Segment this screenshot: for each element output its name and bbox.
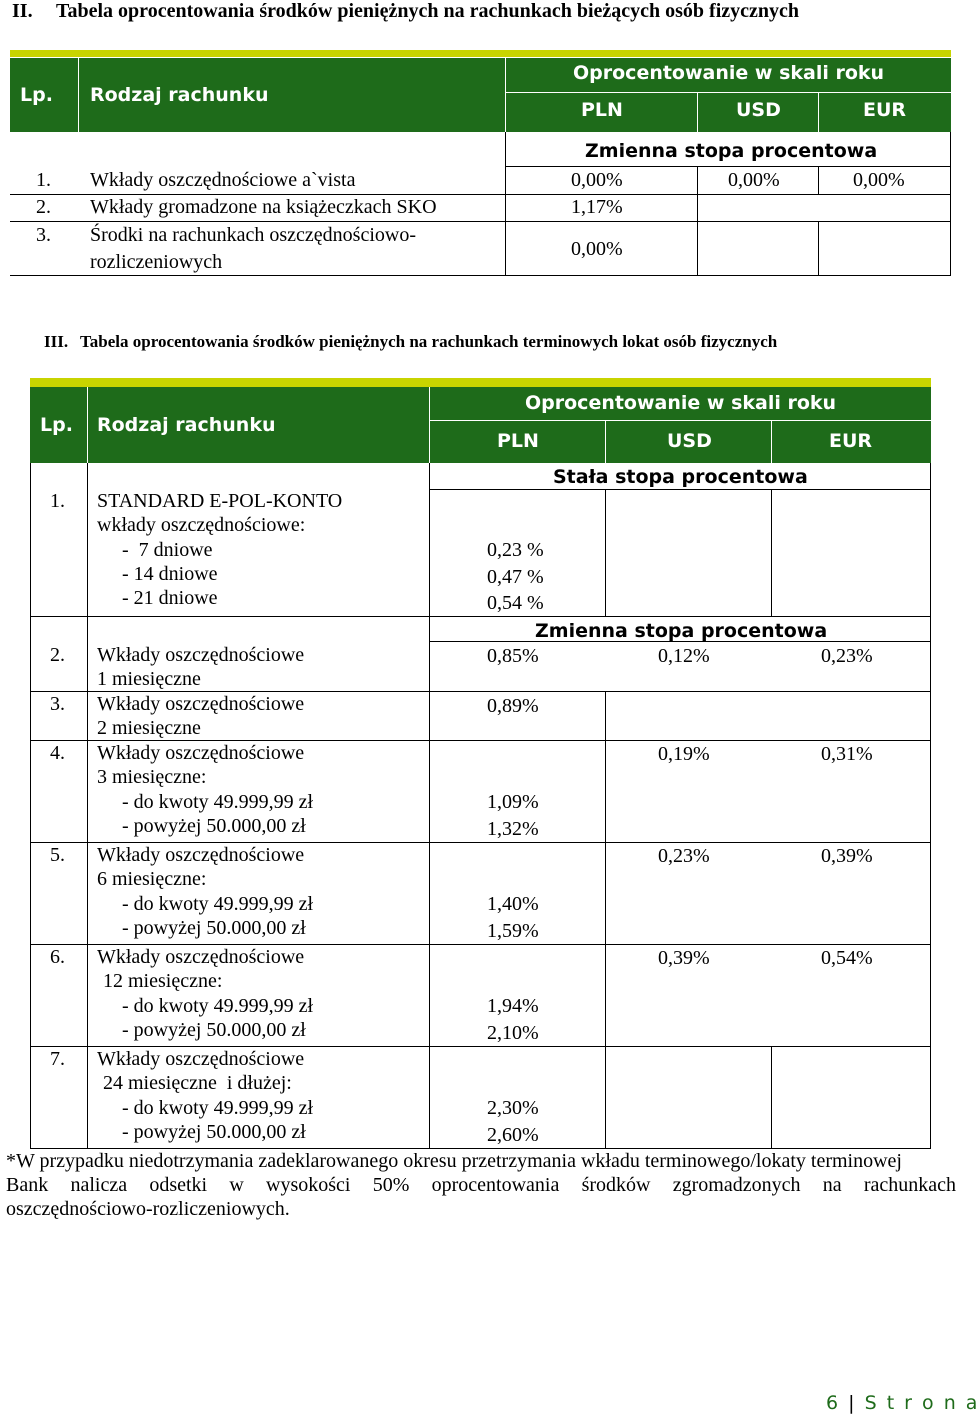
table2-row1-line5: - 21 dniowe xyxy=(122,587,218,609)
table2-row4-eur: 0,31% xyxy=(821,743,873,765)
table2-row4-line2: 3 miesięczne: xyxy=(97,766,207,788)
table2-row4-usd: 0,19% xyxy=(658,743,710,765)
table2-row7-line1: Wkłady oszczędnościowe xyxy=(97,1048,305,1070)
table2-row3-pln: 0,89% xyxy=(487,695,539,717)
table2-row6-lp: 6. xyxy=(50,946,65,968)
table2-row1-v1: 0,23 % xyxy=(487,539,544,561)
table1-row3-lp: 3. xyxy=(36,224,51,246)
section3-heading-text: Tabela oprocentowania środków pieniężnych na rachunkach terminowych lokat osób fizycznych xyxy=(80,332,778,351)
table2-row6-line4: - powyżej 50.000,00 zł xyxy=(122,1019,306,1041)
table1-rate-type: Zmienna stopa procentowa xyxy=(585,140,878,162)
table2-row6-usd: 0,39% xyxy=(658,947,710,969)
table2-row7-line3: - do kwoty 49.999,99 zł xyxy=(122,1097,314,1119)
table2-row2-lp: 2. xyxy=(50,644,65,666)
table1-row3-name-line1: Środki na rachunkach oszczędnościowo- xyxy=(90,224,416,246)
table2-row7-v1: 2,30% xyxy=(487,1097,539,1119)
table2-row5-line2: 6 miesięczne: xyxy=(97,868,207,890)
table2-row5-usd: 0,23% xyxy=(658,845,710,867)
table2-row3-line1: Wkłady oszczędnościowe xyxy=(97,693,305,715)
table2-row2-eur: 0,23% xyxy=(821,645,873,667)
table2-fixed-rate: Stała stopa procentowa xyxy=(553,466,808,488)
table2-row4-line1: Wkłady oszczędnościowe xyxy=(97,742,305,764)
table2-row4-v2: 1,32% xyxy=(487,818,539,840)
note-line3: oszczędnościowo-rozliczeniowych. xyxy=(6,1198,290,1220)
table2-row2-line2: 1 miesięczne xyxy=(97,668,201,690)
table2-row7-lp: 7. xyxy=(50,1048,65,1070)
table2-row1-line1: STANDARD E-POL-KONTO xyxy=(97,490,343,512)
table2-lp-header: Lp. xyxy=(40,414,73,436)
table1-row2-lp: 2. xyxy=(36,196,51,218)
table2-row1-line2: wkłady oszczędnościowe: xyxy=(97,514,306,536)
page-footer xyxy=(826,1392,979,1414)
table2-row6-v2: 2,10% xyxy=(487,1022,539,1044)
table2-row5-line4: - powyżej 50.000,00 zł xyxy=(122,917,306,939)
table2-pln-header: PLN xyxy=(497,430,539,452)
note-line2: Bank nalicza odsetki w wysokości 50% oprocentowania środków zgromadzonych na rachunkach xyxy=(6,1174,956,1196)
table2-row3-lp: 3. xyxy=(50,693,65,715)
table2-row5-v2: 1,59% xyxy=(487,920,539,942)
table1-row3-name-line2: rozliczeniowych xyxy=(90,251,223,273)
table1-rodzaj-header: Rodzaj rachunku xyxy=(90,84,269,106)
table2-eur-header: EUR xyxy=(829,430,873,452)
table2-row6-line2: 12 miesięczne: xyxy=(103,970,223,992)
table2-row2-pln: 0,85% xyxy=(487,645,539,667)
table2-variable-rate: Zmienna stopa procentowa xyxy=(535,620,828,642)
table2-row7-line2: 24 miesięczne i dłużej: xyxy=(103,1072,292,1094)
footer-label: S t r o n a xyxy=(864,1392,979,1414)
table2-row1-line4: - 14 dniowe xyxy=(122,563,218,585)
section3-heading xyxy=(44,332,777,352)
table2-row6-v1: 1,94% xyxy=(487,995,539,1017)
table1-row3-pln: 0,00% xyxy=(571,238,623,260)
table2-row5-lp: 5. xyxy=(50,844,65,866)
table1-lp-header: Lp. xyxy=(20,84,53,106)
table1-row1-pln: 0,00% xyxy=(571,169,623,191)
note-line1: *W przypadku niedotrzymania zadeklarowanego okresu przetrzymania wkładu terminowego/lokaty terminowej xyxy=(6,1150,902,1172)
table2-row1-line3: - 7 dniowe xyxy=(122,539,213,561)
table1-row1-eur: 0,00% xyxy=(853,169,905,191)
table2-rodzaj-header: Rodzaj rachunku xyxy=(97,414,276,436)
table2-row4-lp: 4. xyxy=(50,742,65,764)
table1-row1-usd: 0,00% xyxy=(728,169,780,191)
table2-row5-v1: 1,40% xyxy=(487,893,539,915)
table2-row2-line1: Wkłady oszczędnościowe xyxy=(97,644,305,666)
table2-row6-line3: - do kwoty 49.999,99 zł xyxy=(122,995,314,1017)
table2-row2-usd: 0,12% xyxy=(658,645,710,667)
table1-row1-name: Wkłady oszczędnościowe a`vista xyxy=(90,169,356,191)
table2-usd-header: USD xyxy=(667,430,712,452)
table1-row1-lp: 1. xyxy=(36,169,51,191)
footer-separator: | xyxy=(848,1392,857,1414)
table2-oprocentowanie-header: Oprocentowanie w skali roku xyxy=(525,392,837,414)
table2-row4-line3: - do kwoty 49.999,99 zł xyxy=(122,791,314,813)
table2-row3-line2: 2 miesięczne xyxy=(97,717,201,739)
table2-row1-v3: 0,54 % xyxy=(487,592,544,614)
table1-eur-header: EUR xyxy=(863,99,907,121)
table2-row6-eur: 0,54% xyxy=(821,947,873,969)
table2-row4-line4: - powyżej 50.000,00 zł xyxy=(122,815,306,837)
table2-row7-line4: - powyżej 50.000,00 zł xyxy=(122,1121,306,1143)
table1-oprocentowanie-header: Oprocentowanie w skali roku xyxy=(573,62,885,84)
table2-row1-lp: 1. xyxy=(50,490,65,512)
table2-row7-v2: 2,60% xyxy=(487,1124,539,1146)
table2-row5-eur: 0,39% xyxy=(821,845,873,867)
table2-header-accent xyxy=(30,378,931,387)
table1-row2-pln: 1,17% xyxy=(571,196,623,218)
table2-row5-line1: Wkłady oszczędnościowe xyxy=(97,844,305,866)
table1-usd-header: USD xyxy=(736,99,781,121)
section2-heading xyxy=(12,0,799,23)
page-number: 6 xyxy=(826,1392,841,1414)
table2-row6-line1: Wkłady oszczędnościowe xyxy=(97,946,305,968)
table1-pln-header: PLN xyxy=(581,99,623,121)
section2-heading-num: II. xyxy=(12,0,33,22)
table2-row4-v1: 1,09% xyxy=(487,791,539,813)
table1-row2-name: Wkłady gromadzone na książeczkach SKO xyxy=(90,196,437,218)
section3-heading-num: III. xyxy=(44,332,69,351)
table2-row1-v2: 0,47 % xyxy=(487,566,544,588)
table2-row5-line3: - do kwoty 49.999,99 zł xyxy=(122,893,314,915)
section2-heading-text: Tabela oprocentowania środków pieniężnych na rachunkach bieżących osób fizycznych xyxy=(56,0,800,22)
